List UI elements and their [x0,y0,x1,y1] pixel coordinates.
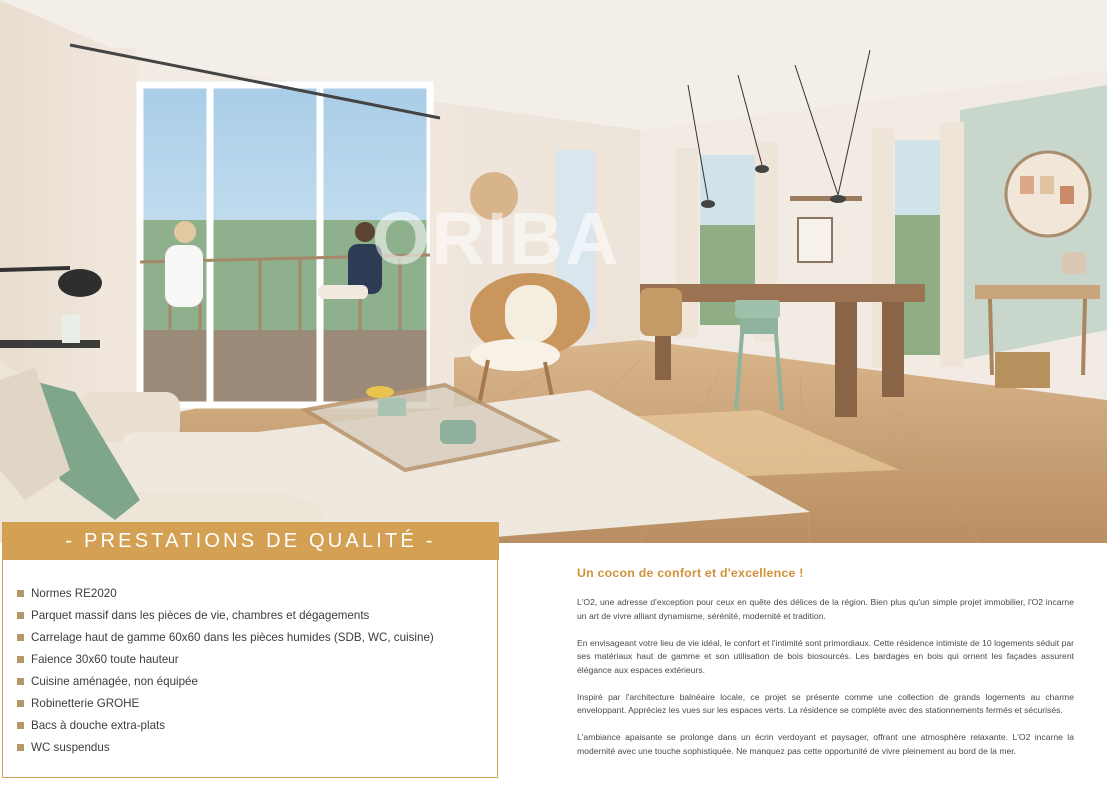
list-item-label: Faience 30x60 toute hauteur [31,652,179,666]
list-item-label: Robinetterie GROHE [31,696,140,710]
description-heading: Un cocon de confort et d'excellence ! [577,566,804,580]
features-box [2,560,498,778]
list-item [17,648,497,670]
list-item-label: Bacs à douche extra-plats [31,718,166,732]
description-paragraph: L'O2, une adresse d'exception pour ceux en quête des délices de la région. Bien plus qu'un simple projet immobilier, l'O2 incarne un art de vivre alliant dynamisme, sérénité, modernité et tradition. [577,597,1074,621]
list-item-label: Cuisine aménagée, non équipée [31,674,198,688]
square-bullet-icon [17,744,24,751]
list-item-label: Normes RE2020 [31,586,117,600]
watermark-logo: ORIBA [372,197,621,280]
list-item [17,670,497,692]
section-title: - PRESTATIONS DE QUALITÉ - [65,529,436,552]
square-bullet-icon [17,678,24,685]
description-paragraph: En envisageant votre lieu de vie idéal, le confort et l'intimité sont primordiaux. Cette résidence intimiste de 10 logements séduit par ses matériaux haut de gamme et son utilisation de bois biosourcés. Les bardages en bois qui ornent les façades assurent élégance aux espaces extérieurs. [577,637,1074,675]
square-bullet-icon [17,612,24,619]
square-bullet-icon [17,590,24,597]
description-paragraph: Inspiré par l'architecture balnéaire locale, ce projet se présente comme une collection de grands logements au charme enveloppant. Appréciez les vues sur les espaces verts. La résidence se complète avec des stationnements fermés et sécurisés. [577,691,1074,715]
list-item [17,692,497,714]
list-item [17,582,497,604]
list-item [17,714,497,736]
list-item-label: Carrelage haut de gamme 60x60 dans les pièces humides (SDB, WC, cuisine) [31,630,434,644]
list-item-label: Parquet massif dans les pièces de vie, chambres et dégagements [31,608,370,622]
list-item [17,604,497,626]
square-bullet-icon [17,700,24,707]
description-column [577,566,1074,772]
square-bullet-icon [17,634,24,641]
square-bullet-icon [17,722,24,729]
list-item [17,736,497,758]
list-item [17,626,497,648]
section-title-banner [2,522,499,560]
list-item-label: WC suspendus [31,740,110,754]
features-list [3,560,497,758]
description-paragraph: L'ambiance apaisante se prolonge dans un écrin verdoyant et paysager, offrant une atmosphère relaxante. L'O2 incarne la modernité avec une touche sophistiquée. Ne manquez pas cette opportunité de vivre pleinement au bord de la mer. [577,732,1074,756]
square-bullet-icon [17,656,24,663]
